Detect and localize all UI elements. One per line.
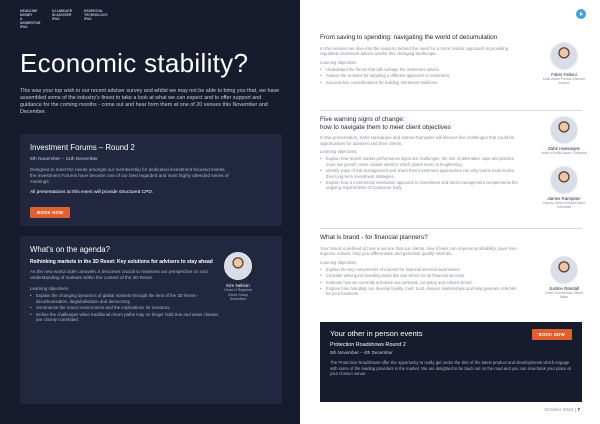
other-events-panel	[320, 322, 582, 402]
section-warning-signs	[320, 116, 520, 192]
objectives-list	[320, 156, 520, 190]
avatar	[550, 42, 578, 70]
section-title: Five warning signs of change: how to navigate them to meet client objectives	[320, 116, 451, 131]
agenda-text: As the new world order unravels, it becomes crucial to reassess our perspective on and understanding of markets within the context of the 3D Reset.	[30, 269, 208, 280]
speaker-role: Deputy Head of North Asset Columbia	[542, 201, 586, 210]
footer-month: October 2024	[544, 408, 574, 413]
investment-forum-panel	[20, 134, 282, 226]
list-item: • Define the challenges when traditional return paths may no longer hold true and asset classes are closely correlated.	[30, 312, 222, 323]
list-item: • Consider what good branding looks like and where for its financial services.	[320, 273, 520, 278]
section-title: What is brand - for financial planners?	[320, 234, 428, 241]
objectives-list	[320, 67, 520, 85]
agenda-subhead: Rethinking markets in the 3D Reset: Key solutions for advisers to stay ahead	[30, 259, 213, 265]
objectives-list	[320, 267, 520, 297]
event-text: The Protection Roadshows offer the opportunity to really get under the skin of the latest product and developments which engage with some of the leading providers in the market. We are delighted to be back out on the road and you can now book your place at your chosen venue.	[330, 360, 571, 377]
page-footer	[544, 408, 580, 413]
agenda-title: What's on the agenda?	[30, 245, 110, 254]
speaker-role: Head of Multi-Asset, Columbia	[541, 151, 587, 155]
speaker-fabio-faltoni	[536, 42, 592, 85]
brand-logo-2: ILLUMINATE IN ADVISER IFAS	[52, 9, 73, 21]
speaker-name: James Rampster	[547, 196, 581, 201]
speaker-name: Fabio Faltoni	[551, 72, 577, 77]
investment-forum-date: 5th November – 11th December	[30, 157, 98, 162]
objectives-label: Learning objectives:	[30, 286, 70, 291]
list-item: • Evaluate how we currently articulate our personal, company and cultural brand.	[320, 280, 520, 285]
speaker-justine-randall	[536, 256, 592, 299]
divider	[320, 110, 582, 111]
investment-forum-text: Designed to meet the needs amongst our membership for dedicated investment-focused events, the Investment Forums have become one of our best regarded and most highly attended series of meetings.	[30, 167, 229, 184]
brand-logo-1: HEADLINE MONEY A MOMENTUM IFAS	[20, 9, 41, 29]
section-title: From saving to spending: navigating the world of decumulation	[320, 34, 498, 41]
events-book-now-button[interactable]: BOOK NOW	[532, 329, 572, 340]
event-name: Protection Roadshows Round 2	[330, 342, 406, 348]
objectives-label: Learning objectives:	[320, 59, 358, 65]
list-item: • Explain how recent market performance signs are challenges, the rise of alternative caps and passive more low growth, more volatile world in which global return is heightening.	[320, 156, 520, 167]
brand-logos	[20, 9, 108, 29]
list-item: • Explain how a commercial orientation approach to investment and client management complements the ongoing requirements of Consumer Duty.	[320, 180, 520, 191]
investment-forum-title: Investment Forums – Round 2	[30, 143, 135, 152]
intro-text: This was your top wish in our recent adviser survey and whilst we may not be able to bring you that, we have assembled some of the industry's finest to take a look at what we can expect and to offer support and guidance for the coming months - come out and hear form them at one of 20 venues this November and December.	[20, 88, 280, 115]
right-page	[300, 0, 600, 424]
speaker-name: Zahir Hassanjee	[548, 146, 580, 151]
list-item: • Summarise the macro environment and the implications for investors.	[30, 305, 222, 311]
divider	[320, 228, 582, 229]
speaker-role: Chief Commercial Officer Illaka	[545, 291, 583, 300]
speaker-zahir-hassanjee	[536, 116, 592, 155]
list-item: • Identify ways of risk management and share their investment approaches can why teams must evolve their long-term investment strategies.	[320, 168, 520, 179]
footer-separator: |	[574, 408, 576, 413]
list-item: • Explain the changing dynamics of global markets through the lens of the 3D Reset - decarbonisation, deglobalisation and democracy.	[30, 293, 222, 304]
avatar	[224, 252, 252, 280]
speaker-role: Multi-Asset Product Director Invesco	[542, 77, 586, 86]
section-decumulation	[320, 34, 520, 86]
cpd-note: All presentations at this event will provide structured CPD.	[30, 190, 154, 195]
play-logo-icon	[576, 9, 586, 19]
speaker-james-rampster	[536, 166, 592, 209]
section-text: Your brand is defined at how a service that our clients, how it feels can improve profitability, save time, improve culture, help you differentiate and generate quality referrals.	[320, 245, 518, 257]
speaker-name: Kim Nelson	[226, 283, 250, 288]
page-title: Economic stability?	[20, 48, 249, 78]
avatar	[550, 166, 578, 194]
list-item: • Explore how branding can develop loyalty, trust, trust, deepen relationships and help generate referrals for your business.	[320, 286, 520, 297]
section-text: In this presentation, Zahir Hassanjee and James Rampster will discuss five challenges that could be opportunities for advisers and their clients.	[320, 135, 515, 146]
section-brand	[320, 234, 520, 298]
list-item: • Success key considerations for building retirement solutions.	[320, 80, 520, 85]
avatar	[550, 116, 578, 144]
objectives-label: Learning objectives:	[320, 259, 358, 265]
events-title: Your other in person events	[330, 329, 423, 338]
speaker-name: Justine Randall	[548, 286, 580, 291]
brand-logo-3: ESSENTIAL TECHNOLOGY IFAS	[84, 9, 108, 21]
speaker-role: Head of Regional Client Group Schroders	[224, 288, 252, 302]
list-item: • Assess the reasons for adopting a different approach to retirement.	[320, 73, 520, 78]
book-now-button[interactable]: BOOK NOW	[30, 207, 70, 218]
event-date: 5th November – 4th December	[330, 350, 393, 355]
avatar	[550, 256, 578, 284]
section-text: In this session we dive into the reasons behind the need for a more holistic approach in providing regulated retirement advice amidst this changing landscape.	[320, 45, 509, 57]
page-number: 7	[577, 408, 580, 413]
list-item: • Understand the forces that will reshape the retirement advice.	[320, 67, 520, 72]
objectives-list	[30, 293, 222, 323]
list-item: • Explain the key components of a brand for financial services businesses.	[320, 267, 520, 272]
objectives-label: Learning objectives:	[320, 149, 358, 155]
speaker-kim-nelson	[210, 252, 266, 302]
